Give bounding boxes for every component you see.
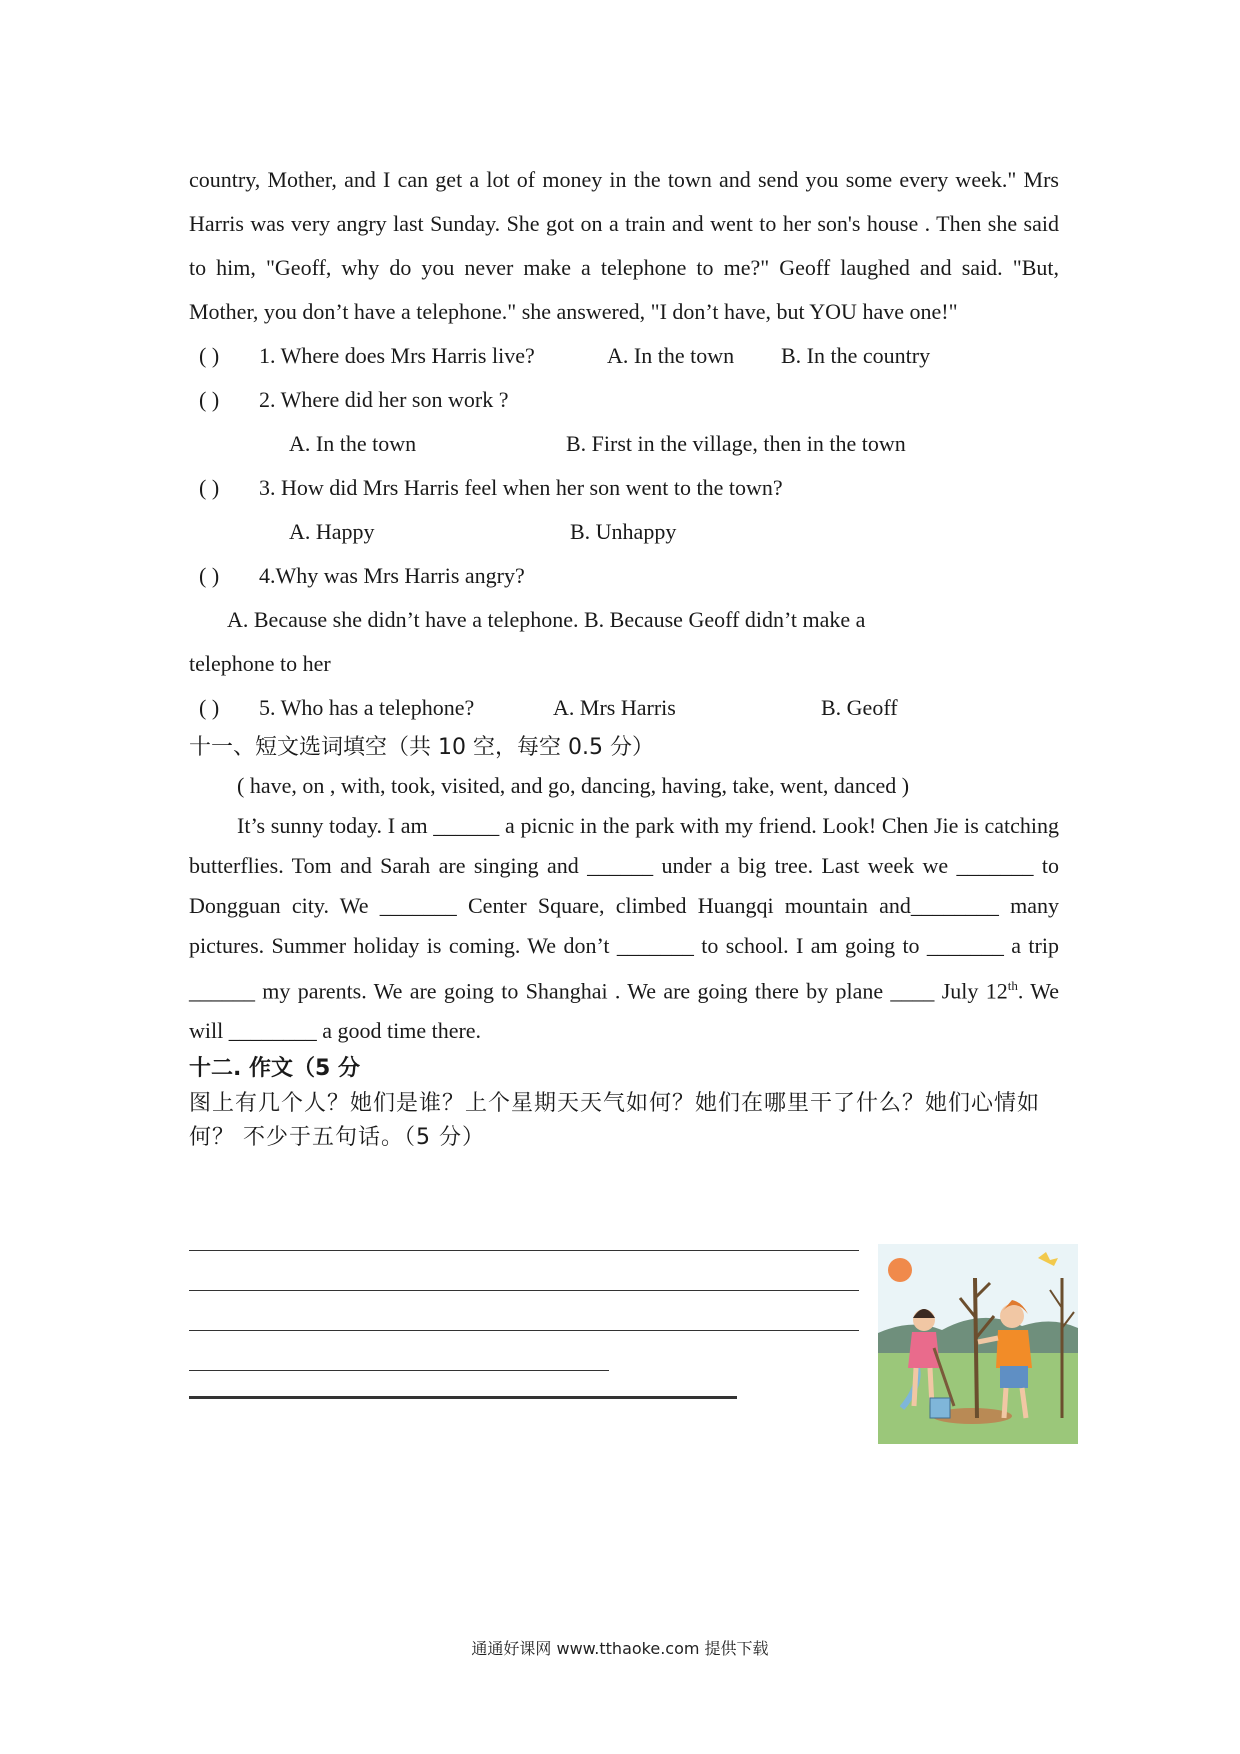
writing-line[interactable]: [189, 1370, 609, 1371]
composition-prompt: 图上有几个人？她们是谁？上个星期天天气如何？她们在哪里干了什么？她们心情如何？ 不少于五句话。（5 分）: [189, 1091, 1041, 1151]
two-girls-planting-tree-illustration: [872, 1238, 1084, 1450]
section-12-title: 十二. 作文（5 分: [189, 1056, 360, 1082]
question-text: 3. How did Mrs Harris feel when her son went to the town?: [259, 475, 783, 500]
exam-page: [189, 158, 1059, 1155]
word-bank: ( have, on , with, took, visited, and go, dancing, having, take, went, danced ): [237, 773, 910, 798]
answer-blank[interactable]: ( ): [199, 343, 220, 368]
writing-line[interactable]: [189, 1330, 859, 1331]
option-a: A. Mrs Harris: [553, 695, 676, 720]
question-4-options: A. Because she didn’t have a telephone. B. Because Geoff didn’t make a: [227, 607, 866, 632]
question-2: [189, 378, 1059, 422]
writing-line[interactable]: [189, 1396, 737, 1399]
question-text: 5. Who has a telephone?: [259, 695, 475, 720]
option-a: A. In the town: [607, 343, 735, 368]
question-2-options: [189, 422, 1059, 466]
question-text: 1. Where does Mrs Harris live?: [259, 343, 535, 368]
section-11-title: 十一、短文选词填空（共 10 空，每空 0.5 分）: [189, 735, 654, 760]
option-a: A. In the town: [289, 431, 417, 456]
writing-line[interactable]: [189, 1290, 859, 1291]
question-4: [189, 554, 1059, 598]
question-text: 2. Where did her son work ?: [259, 387, 509, 412]
question-5: [189, 686, 1059, 730]
footer-credit: 通通好课网 www.tthaoke.com 提供下载: [471, 1639, 769, 1658]
question-3: [189, 466, 1059, 510]
answer-blank[interactable]: ( ): [199, 475, 220, 500]
question-1: [189, 334, 1059, 378]
reading-passage: country, Mother, and I can get a lot of money in the town and send you some every week." Mrs Harris was very angry last Sunday. She got on a train and went to her son's house . Then she said to him, "Geoff, why do you never make a telephone to me?" Geoff laughed and said. "But, Mother, you don’t have a telephone." she answered, "I don’t have, but YOU have one!": [189, 167, 1059, 324]
option-b: B. First in the village, then in the town: [566, 431, 906, 456]
option-b: B. Unhappy: [570, 519, 677, 544]
question-text: 4.Why was Mrs Harris angry?: [259, 563, 525, 588]
cloze-text: It’s sunny today. I am ______ a picnic in the park with my friend. Look! Chen Jie is catching butterflies. Tom and Sarah are singing and ______ under a big tree. Last week we _______ to Dongguan city. We _______ Center Square, climbed Huangqi mountain and________ many pictures. Summer holiday is coming. We don’t _______ to school. I am going to _______ a trip ______ my parents. We are going to Shanghai . We are going there by plane ____ July 12: [189, 813, 1059, 1004]
ordinal-suffix: th: [1007, 978, 1018, 993]
option-b: B. Geoff: [821, 695, 898, 720]
option-b: B. In the country: [781, 343, 931, 368]
writing-line[interactable]: [189, 1250, 859, 1251]
cloze-passage: [189, 806, 1059, 1051]
answer-blank[interactable]: ( ): [199, 695, 220, 720]
question-4-options-cont: telephone to her: [189, 651, 331, 676]
cloze-text-end: . We will ________ a good time there.: [189, 978, 1059, 1044]
answer-blank[interactable]: ( ): [199, 387, 220, 412]
question-3-options: [189, 510, 1059, 554]
answer-blank[interactable]: ( ): [199, 563, 220, 588]
option-a: A. Happy: [289, 519, 375, 544]
